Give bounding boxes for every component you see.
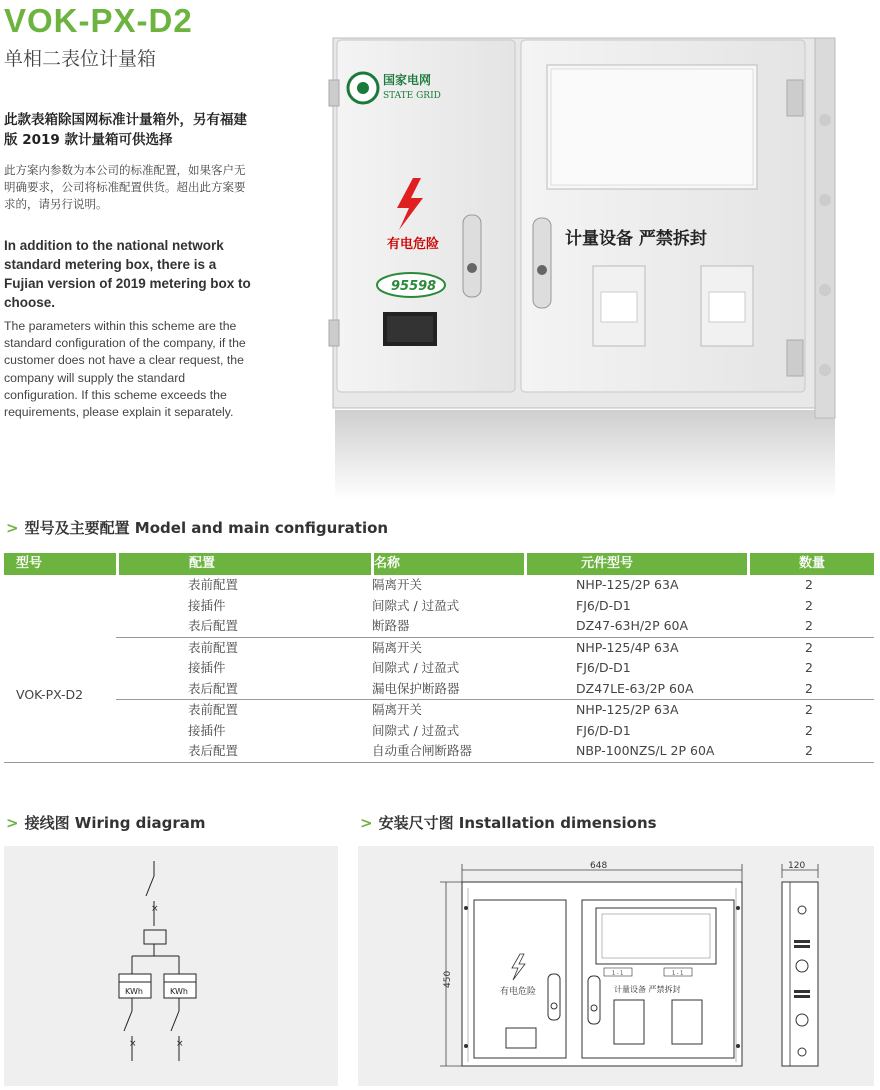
col-header-config: 配置 xyxy=(119,553,371,575)
intro-heading-en: In addition to the national network standard metering box, there is a Fujian version of 2019 metering box to choose. xyxy=(4,238,251,310)
config-cell: 表前配置 xyxy=(188,639,239,655)
depth-dimension: 120 xyxy=(788,861,806,871)
qty-cell: 2 xyxy=(805,743,813,758)
product-subtitle: 单相二表位计量箱 xyxy=(4,48,157,70)
config-table xyxy=(4,553,874,763)
model-title: VOK-PX-D2 xyxy=(4,2,193,39)
table-row xyxy=(4,741,874,762)
model-col-cell xyxy=(4,679,118,700)
qty-cell: 2 xyxy=(805,597,813,613)
col-header-model: 型号 xyxy=(4,553,116,575)
config-title-text: 型号及主要配置 Model and main configuration xyxy=(24,519,389,537)
part-cell: FJ6/D-D1 xyxy=(576,597,631,613)
intro-body-cn: 此方案内参数为本公司的标准配置，如果客户无明确要求，公司将标准配置供货。超出此方案要求的，请另行说明。 xyxy=(4,163,246,211)
wiring-title-text: 接线图 Wiring diagram xyxy=(24,814,206,832)
name-cell: 间隙式 / 过盈式 xyxy=(372,722,460,738)
model-col-cell xyxy=(4,638,118,659)
model-col-cell xyxy=(4,616,118,637)
part-cell: NBP-100NZS/L 2P 60A xyxy=(576,743,715,758)
config-cell: 表后配置 xyxy=(188,743,239,758)
wiring-diagram-panel xyxy=(4,846,338,1086)
part-cell: FJ6/D-D1 xyxy=(576,722,631,738)
name-cell: 断路器 xyxy=(372,618,410,633)
qty-cell: 2 xyxy=(805,618,813,633)
model-col-cell xyxy=(4,700,118,721)
svg-text:×: × xyxy=(151,904,159,914)
col-header-name: 名称 xyxy=(374,553,524,575)
table-row xyxy=(4,638,874,659)
name-cell: 间隙式 / 过盈式 xyxy=(372,660,460,675)
qty-cell: 2 xyxy=(805,639,813,655)
part-cell: DZ47LE-63/2P 60A xyxy=(576,680,694,696)
part-cell: NHP-125/2P 63A xyxy=(576,577,679,592)
table-row xyxy=(4,700,874,721)
wiring-section-title xyxy=(6,813,206,833)
meter-label-1: KWh xyxy=(125,987,143,996)
model-col-cell xyxy=(4,721,118,742)
logo-text-cn: 国家电网 xyxy=(383,73,432,87)
hotline-text: 95598 xyxy=(391,279,437,294)
table-row xyxy=(4,616,874,637)
config-group xyxy=(4,575,874,637)
config-cell: 表前配置 xyxy=(188,577,239,592)
table-row xyxy=(4,596,874,617)
slot-label-2: 1 - 1 xyxy=(672,970,684,977)
name-cell: 漏电保护断路器 xyxy=(372,680,460,696)
config-group xyxy=(116,699,874,762)
config-section-title xyxy=(6,518,388,538)
intro-body-en: The parameters within this scheme are the standard configuration of the company, if the customer does not have a clear request, the company will supply the standard configuration. If this scheme exceeds the requirements, please explain it separately. xyxy=(4,319,246,420)
table-row xyxy=(4,679,874,700)
svg-text:×: × xyxy=(129,1039,137,1049)
model-col-cell xyxy=(4,575,118,596)
intro-heading-cn: 此款表箱除国网标准计量箱外，另有福建版 2019 款计量箱可供选择 xyxy=(4,112,247,148)
name-cell: 间隙式 / 过盈式 xyxy=(372,597,460,613)
svg-text:×: × xyxy=(176,1039,184,1049)
config-group xyxy=(116,637,874,700)
config-cell: 表前配置 xyxy=(188,702,239,717)
name-cell: 自动重合闸断路器 xyxy=(372,743,473,758)
wiring-diagram xyxy=(4,846,338,1086)
name-cell: 隔离开关 xyxy=(372,577,423,592)
width-dimension: 648 xyxy=(590,861,608,871)
meter-label-2: KWh xyxy=(170,987,188,996)
col-header-qty: 数量 xyxy=(750,553,874,575)
config-cell: 接插件 xyxy=(188,660,226,675)
table-row xyxy=(4,658,874,679)
height-dimension: 450 xyxy=(443,970,453,988)
config-cell: 表后配置 xyxy=(188,680,239,696)
part-cell: FJ6/D-D1 xyxy=(576,660,631,675)
part-cell: NHP-125/2P 63A xyxy=(576,702,679,717)
config-cell: 接插件 xyxy=(188,597,226,613)
install-diagram xyxy=(358,846,874,1086)
install-warning-text: 有电危险 xyxy=(500,987,537,997)
model-cell: VOK-PX-D2 xyxy=(16,687,84,702)
config-cell: 表后配置 xyxy=(188,618,239,633)
table-row xyxy=(4,575,874,596)
left-lock-icon xyxy=(463,215,481,297)
door-warning-text: 有电危险 xyxy=(387,237,440,252)
qty-cell: 2 xyxy=(805,702,813,717)
name-cell: 隔离开关 xyxy=(372,639,423,655)
chevron-right-icon: > xyxy=(6,814,19,832)
table-header xyxy=(4,553,874,575)
logo-text-en: STATE GRID xyxy=(383,91,441,101)
slot-label-1: 1 - 1 xyxy=(612,970,624,977)
qty-cell: 2 xyxy=(805,680,813,696)
right-lock-icon xyxy=(533,218,551,308)
table-body xyxy=(4,575,874,763)
install-diagram-panel xyxy=(358,846,874,1086)
qty-cell: 2 xyxy=(805,660,813,675)
name-cell: 隔离开关 xyxy=(372,702,423,717)
install-title-text: 安装尺寸图 Installation dimensions xyxy=(378,814,657,832)
right-door-text: 计量设备 严禁拆封 xyxy=(565,229,707,249)
install-right-text: 计量设备 严禁拆封 xyxy=(614,985,681,994)
chevron-right-icon: > xyxy=(360,814,373,832)
qty-cell: 2 xyxy=(805,722,813,738)
install-section-title xyxy=(360,813,657,833)
model-col-cell xyxy=(4,741,118,762)
model-col-cell xyxy=(4,596,118,617)
chevron-right-icon: > xyxy=(6,519,19,537)
part-cell: NHP-125/4P 63A xyxy=(576,639,679,655)
table-row xyxy=(4,721,874,742)
col-header-part: 元件型号 xyxy=(527,553,747,575)
product-photo xyxy=(325,30,845,500)
config-cell: 接插件 xyxy=(188,722,226,738)
qty-cell: 2 xyxy=(805,577,813,592)
model-col-cell xyxy=(4,658,118,679)
part-cell: DZ47-63H/2P 60A xyxy=(576,618,689,633)
